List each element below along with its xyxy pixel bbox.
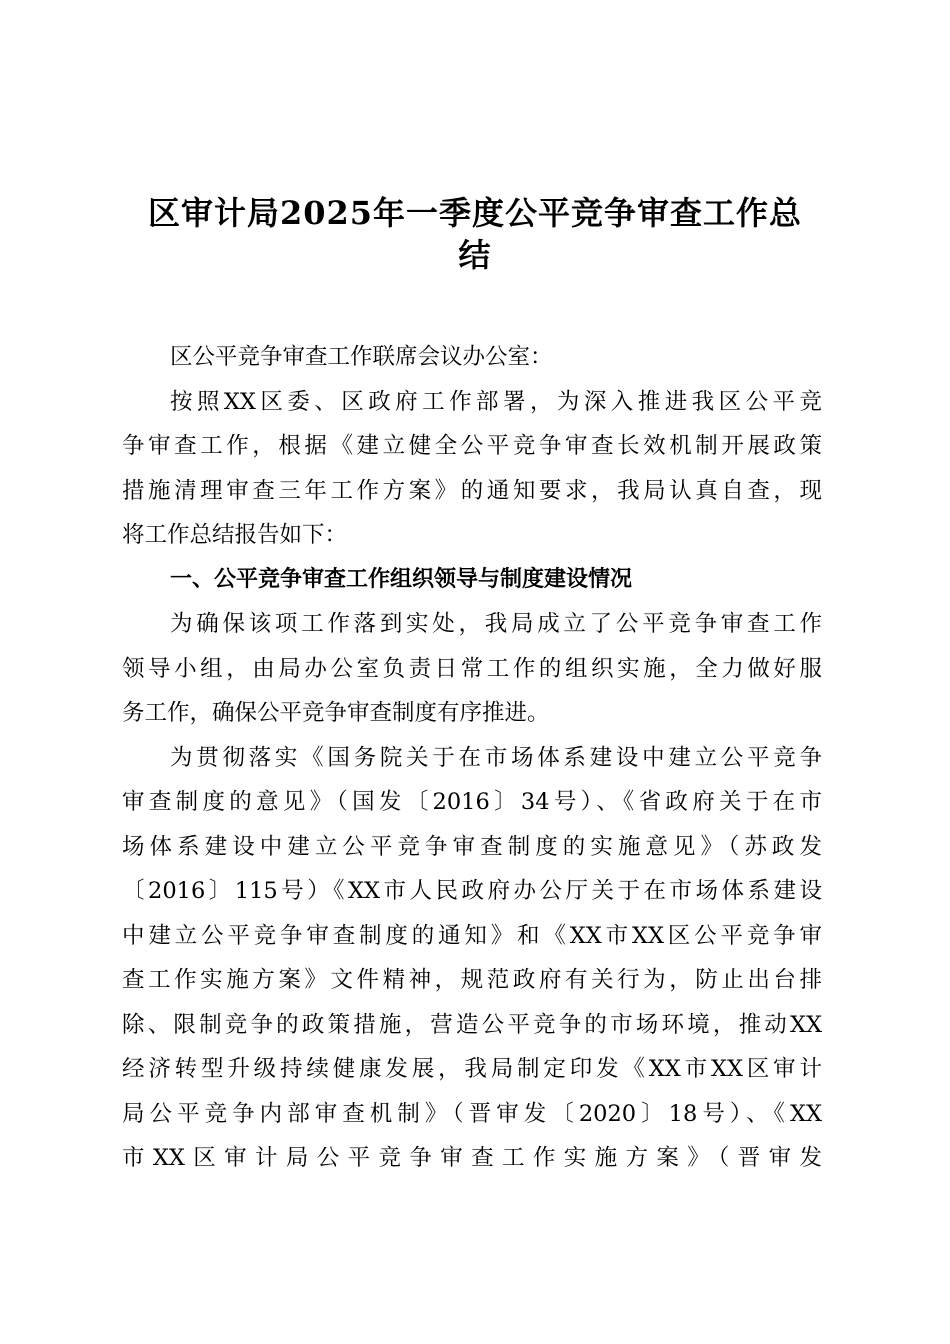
paragraph-line: 为贯彻落实《国务院关于在市场体系建设中建立公平竞争 — [170, 744, 822, 771]
paragraph-line: 措施清理审查三年工作方案》的通知要求，我局认真自查，现 — [122, 477, 822, 504]
paragraph-line: 务工作，确保公平竞争审查制度有序推进。 — [122, 700, 550, 726]
paragraph-line: 经济转型升级持续健康发展，我局制定印发《XX市XX区审计 — [122, 1056, 822, 1082]
paragraph-line: 为确保该项工作落到实处，我局成立了公平竞争审查工作 — [170, 611, 822, 637]
paragraph-line: 将工作总结报告如下： — [122, 522, 348, 548]
document-body — [122, 335, 822, 1181]
paragraph-line: 查工作实施方案》文件精神，规范政府有关行为，防止出台排 — [122, 967, 822, 993]
paragraph-line: 场体系建设中建立公平竞争审查制度的实施意见》（苏政发 — [122, 833, 822, 860]
paragraph-line: 审查制度的意见》（国发〔2016〕34号）、《省政府关于在市 — [122, 789, 822, 815]
document-title — [120, 192, 830, 276]
paragraph-line: 除、限制竞争的政策措施，营造公平竞争的市场环境，推动XX — [122, 1011, 822, 1038]
paragraph-line: 〔2016〕115号）《XX市人民政府办公厅关于在市场体系建设 — [122, 878, 822, 904]
paragraph-line: 争审查工作，根据《建立健全公平竞争审查长效机制开展政策 — [122, 433, 822, 459]
title-line: 结 — [458, 236, 492, 274]
paragraph-line: 按照XX区委、区政府工作部署，为深入推进我区公平竞 — [170, 388, 822, 415]
paragraph-line: 局公平竞争内部审查机制》（晋审发〔2020〕18号）、《XX — [122, 1100, 822, 1127]
section-heading: 一、公平竞争审查工作组织领导与制度建设情况 — [170, 566, 633, 592]
addressee-line: 区公平竞争审查工作联席会议办公室： — [170, 344, 553, 370]
paragraph-line: 市XX区审计局公平竞争审查工作实施方案》（晋审发 — [122, 1145, 822, 1171]
title-line: 区审计局2025年一季度公平竞争审查工作总 — [147, 194, 803, 232]
paragraph-line: 领导小组，由局办公室负责日常工作的组织实施，全力做好服 — [122, 655, 822, 682]
paragraph-line: 中建立公平竞争审查制度的通知》和《XX市XX区公平竞争审 — [122, 922, 822, 949]
